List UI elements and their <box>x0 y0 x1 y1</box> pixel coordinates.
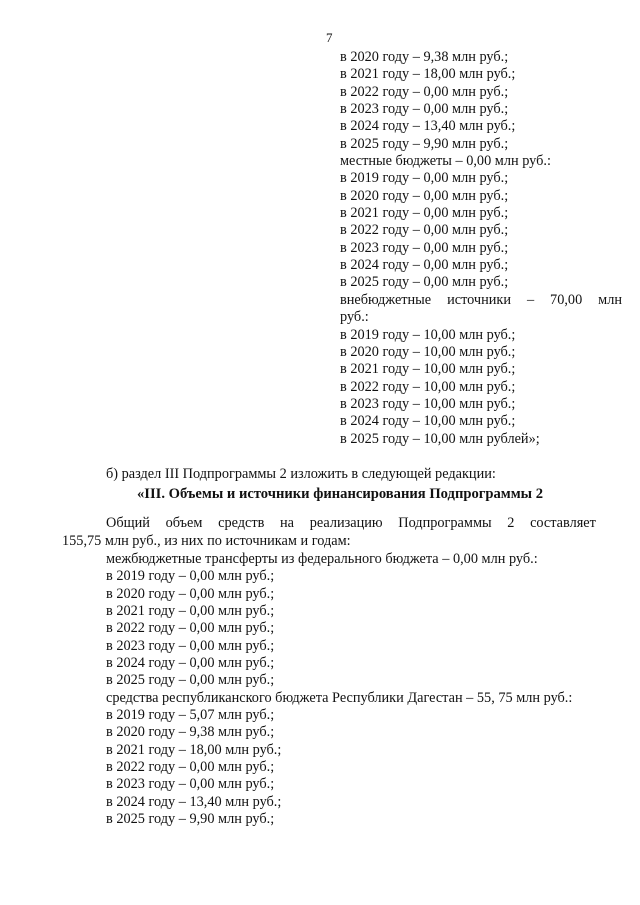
page-number: 7 <box>326 30 333 45</box>
extrabudget-word: – <box>526 291 535 308</box>
list-item: в 2019 году – 0,00 млн руб.; <box>340 170 509 187</box>
list-item: в 2023 году – 0,00 млн руб.; <box>340 239 509 256</box>
list-item: в 2022 году – 0,00 млн руб.; <box>106 620 275 637</box>
word: Подпрограммы <box>398 515 492 531</box>
word: объем <box>165 515 203 531</box>
list-item: в 2019 году – 10,00 млн руб.; <box>340 326 516 343</box>
general-volume-first-line <box>62 515 596 533</box>
list-item: в 2021 году – 0,00 млн руб.; <box>340 205 509 222</box>
list-item: в 2022 году – 0,00 млн руб.; <box>340 222 509 239</box>
word: 2 <box>507 515 515 531</box>
word: средств <box>218 515 265 531</box>
section-heading: «III. Объемы и источники финансирования Подпрограммы 2 <box>137 486 544 502</box>
list-item: в 2025 году – 0,00 млн руб.; <box>106 672 275 689</box>
local-budgets-heading: местные бюджеты – 0,00 млн руб.: <box>340 153 551 170</box>
extrabudget-word: млн <box>598 291 622 308</box>
extrabudget-word: источники <box>447 291 512 308</box>
funding-column-continued <box>340 49 622 448</box>
funding-sources-list <box>106 551 606 829</box>
list-item: в 2021 году – 18,00 млн руб.; <box>340 66 516 83</box>
republic-budget-heading: средства республиканского бюджета Республики Дагестан – 55, 75 млн руб.: <box>106 689 573 706</box>
list-item: в 2025 году – 9,90 млн руб.; <box>340 135 509 152</box>
paragraph-b: б) раздел III Подпрограммы 2 изложить в следующей редакции: <box>106 466 496 482</box>
list-item: в 2021 году – 0,00 млн руб.; <box>106 603 275 620</box>
word: реализацию <box>309 515 383 531</box>
list-item: в 2021 году – 18,00 млн руб.; <box>106 741 282 758</box>
list-item: в 2021 году – 10,00 млн руб.; <box>340 361 516 378</box>
list-item: в 2020 году – 10,00 млн руб.; <box>340 343 516 360</box>
word: составляет <box>530 515 596 531</box>
list-item: в 2024 году – 0,00 млн руб.; <box>340 257 509 274</box>
list-item: в 2024 году – 13,40 млн руб.; <box>106 793 282 810</box>
list-item: в 2022 году – 0,00 млн руб.; <box>340 83 509 100</box>
list-item: в 2024 году – 0,00 млн руб.; <box>106 655 275 672</box>
extrabudget-word: внебюджетные <box>340 291 432 308</box>
list-item: в 2023 году – 0,00 млн руб.; <box>106 776 275 793</box>
extrabudget-heading <box>340 292 622 309</box>
list-item: в 2023 году – 0,00 млн руб.; <box>106 637 275 654</box>
list-item: в 2020 году – 0,00 млн руб.; <box>340 187 509 204</box>
list-item: в 2024 году – 10,00 млн руб.; <box>340 413 516 430</box>
word: на <box>280 515 295 531</box>
federal-transfers-heading: межбюджетные трансферты из федерального бюджета – 0,00 млн руб.: <box>106 551 538 567</box>
list-item: в 2020 году – 0,00 млн руб.; <box>106 585 275 602</box>
list-item: в 2025 году – 0,00 млн руб.; <box>340 274 509 291</box>
list-item: в 2025 году – 10,00 млн рублей»; <box>340 430 540 447</box>
list-item: в 2022 году – 10,00 млн руб.; <box>340 378 516 395</box>
extrabudget-word: 70,00 <box>550 291 583 308</box>
word: Общий <box>106 515 150 531</box>
list-item: в 2020 году – 9,38 млн руб.; <box>106 724 275 741</box>
general-volume-paragraph <box>62 515 596 550</box>
list-item: в 2022 году – 0,00 млн руб.; <box>106 759 275 776</box>
list-item: в 2020 году – 9,38 млн руб.; <box>340 49 509 65</box>
list-item: в 2023 году – 0,00 млн руб.; <box>340 101 509 118</box>
general-volume-second-line: 155,75 млн руб., из них по источникам и годам: <box>62 532 351 549</box>
list-item: в 2019 году – 5,07 млн руб.; <box>106 707 275 724</box>
list-item: в 2025 году – 9,90 млн руб.; <box>106 811 275 828</box>
list-item: в 2019 году – 0,00 млн руб.; <box>106 568 275 585</box>
list-item: в 2024 году – 13,40 млн руб.; <box>340 118 516 135</box>
extrabudget-heading-cont: руб.: <box>340 309 369 326</box>
list-item: в 2023 году – 10,00 млн руб.; <box>340 395 516 412</box>
